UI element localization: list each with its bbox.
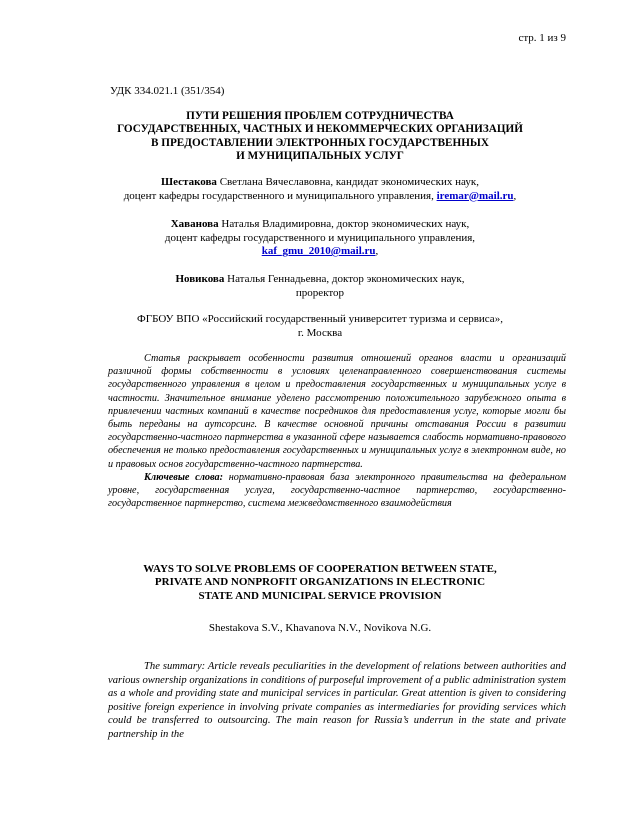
author-surname: Шестакова <box>161 176 217 188</box>
organization-city: г. Москва <box>297 326 343 339</box>
author-position: проректор <box>295 286 345 299</box>
title-ru-line: В ПРЕДОСТАВЛЕНИИ ЭЛЕКТРОННЫХ ГОСУДАРСТВЕННЫХ <box>151 136 489 149</box>
title-english <box>90 563 550 603</box>
abstract-text: Статья раскрывает особенности развития отношений органов власти и организаций различной формы собственности в условиях целенаправленного совершенствования системы государственного управления в целом и предоставления государственных и муниципальных услуг в частности. Значительное внимание уделено рассмотрению положительного зарубежного опыта в привлечении частных компаний в качестве посредников для предоставления услуг, которые могли бы быть переданы на аутсорсинг. В качестве основной причины отставания России в развитии государственно-частного партнерства в указанной сфере называется слабость нормативно-правового обеспечения не только предоставления государственных и муниципальных услуг в электронном виде, но и правовых основ государственно-частного партнерства. <box>108 353 566 470</box>
title-ru-line: ГОСУДАРСТВЕННЫХ, ЧАСТНЫХ И НЕКОММЕРЧЕСКИХ ОРГАНИЗАЦИЙ <box>117 123 523 136</box>
title-en-line: STATE AND MUNICIPAL SERVICE PROVISION <box>198 589 442 602</box>
author-khavanova: Хаванова Наталья Владимировна, доктор экономических наук, доцент кафедры государственного и муниципального управления, kaf_gmu_2010@mail.ru, <box>90 218 550 259</box>
author-position: доцент кафедры государственного и муниципального управления, <box>123 189 437 202</box>
udk-code: УДК 334.021.1 (351/354) <box>110 85 225 97</box>
author-email-link[interactable]: iremar@mail.ru <box>436 189 514 202</box>
title-ru-line: И МУНИЦИПАЛЬНЫХ УСЛУГ <box>236 149 404 162</box>
title-en-line: WAYS TO SOLVE PROBLEMS OF COOPERATION BETWEEN STATE, <box>143 563 497 575</box>
author-details: Светлана Вячеславовна, кандидат экономических наук, <box>216 176 479 188</box>
page-number: стр. 1 из 9 <box>518 32 566 44</box>
keywords <box>108 471 566 511</box>
author-email-link[interactable]: kaf_gmu_2010@mail.ru <box>261 245 376 257</box>
abstract-russian <box>108 352 566 510</box>
title-russian <box>90 110 550 163</box>
organization <box>90 313 550 340</box>
summary-english <box>108 660 566 741</box>
author-surname: Хаванова <box>170 218 219 230</box>
author-details: Наталья Геннадьевна, доктор экономических наук, <box>224 273 465 285</box>
author-shestakova: Шестакова Светлана Вячеславовна, кандидат экономических наук, доцент кафедры государственного и муниципального управления, iremar@mail.ru, <box>123 176 517 202</box>
keywords-label: Ключевые слова: <box>144 471 223 483</box>
keywords-text: нормативно-правовая база электронного правительства на федеральном уровне, государственная услуга, государственно-частное партнерство, государственно-государственное партнерство, система межведомственного взаимодействия <box>108 471 566 510</box>
title-ru-line: ПУТИ РЕШЕНИЯ ПРОБЛЕМ СОТРУДНИЧЕСТВА <box>186 110 454 122</box>
summary-text: The summary: Article reveals peculiarities in the development of relations between authorities and various ownership organizations in conditions of purposeful improvement of a public administration system as a whole and providing state and municipal services in particular. Great attention is given to considering positive foreign experience in involving private companies as intermediaries for providing services which could be transferred to outsourcing. The main reason for Russia’s underrun in the state and private partnership in the <box>108 661 566 740</box>
author-novikova <box>90 273 550 300</box>
author-surname: Новикова <box>175 273 225 285</box>
authors-english: Shestakova S.V., Khavanova N.V., Novikova N.G. <box>208 622 432 634</box>
author-details: Наталья Владимировна, доктор экономических наук, <box>218 218 470 230</box>
title-en-line: PRIVATE AND NONPROFIT ORGANIZATIONS IN ELECTRONIC <box>154 576 486 589</box>
organization-name: ФГБОУ ВПО «Российский государственный университет туризма и сервиса», <box>137 313 503 325</box>
author-position: доцент кафедры государственного и муниципального управления, <box>164 231 476 244</box>
